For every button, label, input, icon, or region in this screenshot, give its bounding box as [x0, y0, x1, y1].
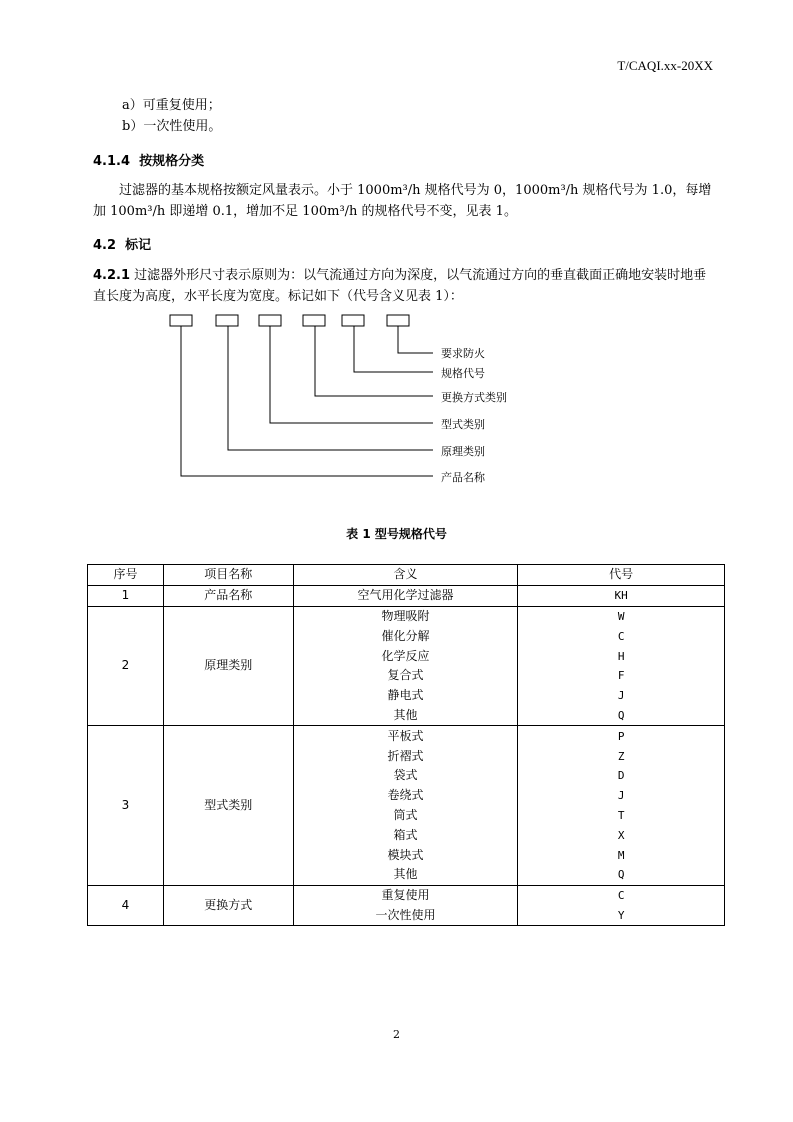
- cell-meaning: 袋式: [293, 766, 518, 786]
- header-no: 序号: [88, 565, 164, 586]
- cell-meaning: 模块式: [293, 845, 518, 865]
- cell-code: J: [518, 686, 725, 706]
- cell-meaning: 物理吸附: [293, 606, 518, 626]
- section-title: 按规格分类: [139, 154, 205, 169]
- cell-code: H: [518, 646, 725, 666]
- leader-line-product: [181, 326, 433, 476]
- cell-meaning: 静电式: [293, 686, 518, 706]
- leader-line-principle: [228, 326, 433, 450]
- leader-line-type: [270, 326, 433, 423]
- diagram-label-principle: 原理类别: [441, 445, 485, 458]
- section-number: 4.1.4: [93, 154, 131, 169]
- list-item-b: b）一次性使用。: [122, 119, 222, 134]
- cell-item-name: 型式类别: [163, 726, 293, 885]
- cell-no: 4: [88, 885, 164, 926]
- code-box-1: [170, 315, 192, 326]
- diagram-label-product: 产品名称: [441, 471, 485, 484]
- cell-code: Y: [518, 906, 725, 926]
- cell-code: C: [518, 885, 725, 905]
- list-item-a: a）可重复使用；: [122, 98, 221, 113]
- cell-meaning: 复合式: [293, 666, 518, 686]
- table-row: [88, 885, 725, 905]
- marking-diagram: [0, 0, 793, 500]
- cell-meaning: 箱式: [293, 825, 518, 845]
- code-box-3: [259, 315, 281, 326]
- header-meaning: 含义: [293, 565, 518, 586]
- cell-code: M: [518, 845, 725, 865]
- spec-table: [87, 564, 725, 926]
- cell-meaning: 一次性使用: [293, 906, 518, 926]
- diagram-label-type: 型式类别: [441, 418, 485, 431]
- cell-no: 3: [88, 726, 164, 885]
- cell-code: C: [518, 626, 725, 646]
- table-row: [88, 585, 725, 606]
- cell-meaning: 其他: [293, 706, 518, 726]
- cell-code: Q: [518, 706, 725, 726]
- code-box-5: [342, 315, 364, 326]
- code-box-4: [303, 315, 325, 326]
- section-title: 标记: [125, 238, 152, 253]
- cell-code: W: [518, 606, 725, 626]
- diagram-label-spec: 规格代号: [441, 367, 485, 380]
- cell-code: J: [518, 786, 725, 806]
- table-row: [88, 606, 725, 626]
- code-box-6: [387, 315, 409, 326]
- doc-code-header: T/CAQI.xx-20XX: [617, 58, 713, 73]
- header-name: 项目名称: [163, 565, 293, 586]
- cell-no: 1: [88, 585, 164, 606]
- cell-meaning: 其他: [293, 865, 518, 885]
- cell-item-name: 原理类别: [163, 606, 293, 726]
- table-header-row: [88, 565, 725, 586]
- header-code: 代号: [518, 565, 725, 586]
- cell-item-name: 产品名称: [163, 585, 293, 606]
- cell-code: X: [518, 825, 725, 845]
- code-box-2: [216, 315, 238, 326]
- cell-meaning: 化学反应: [293, 646, 518, 666]
- cell-meaning: 空气用化学过滤器: [293, 585, 518, 606]
- cell-code: Z: [518, 746, 725, 766]
- cell-code: F: [518, 666, 725, 686]
- leader-line-replace: [315, 326, 433, 396]
- cell-meaning: 折褶式: [293, 746, 518, 766]
- leader-line-fire: [398, 326, 433, 353]
- page-number: 2: [393, 1028, 400, 1041]
- table-row: [88, 726, 725, 746]
- diagram-label-fire: 要求防火: [441, 347, 485, 360]
- cell-code: KH: [518, 585, 725, 606]
- diagram-label-replace: 更换方式类别: [441, 391, 507, 404]
- cell-meaning: 平板式: [293, 726, 518, 746]
- cell-code: T: [518, 806, 725, 826]
- section-number: 4.2.1: [93, 268, 131, 283]
- cell-no: 2: [88, 606, 164, 726]
- table-caption: 表 1 型号规格代号: [346, 527, 447, 541]
- section-4-1-4-paragraph: 过滤器的基本规格按额定风量表示。小于 1000m³/h 规格代号为 0，1000m³/h 规格代号为 1.0，每增加 100m³/h 即递增 0.1，增加不足 100m³/h 的规格代号不变，见表 1。: [93, 183, 712, 219]
- cell-code: Q: [518, 865, 725, 885]
- cell-code: D: [518, 766, 725, 786]
- cell-meaning: 筒式: [293, 806, 518, 826]
- cell-meaning: 卷绕式: [293, 786, 518, 806]
- cell-code: P: [518, 726, 725, 746]
- cell-meaning: 重复使用: [293, 885, 518, 905]
- section-number: 4.2: [93, 238, 117, 253]
- cell-item-name: 更换方式: [163, 885, 293, 926]
- leader-line-spec: [354, 326, 433, 372]
- section-text: 过滤器外形尺寸表示原则为：以气流通过方向为深度，以气流通过方向的垂直截面正确地安装时地垂直长度为高度，水平长度为宽度。标记如下（代号含义见表 1）：: [93, 268, 707, 304]
- cell-meaning: 催化分解: [293, 626, 518, 646]
